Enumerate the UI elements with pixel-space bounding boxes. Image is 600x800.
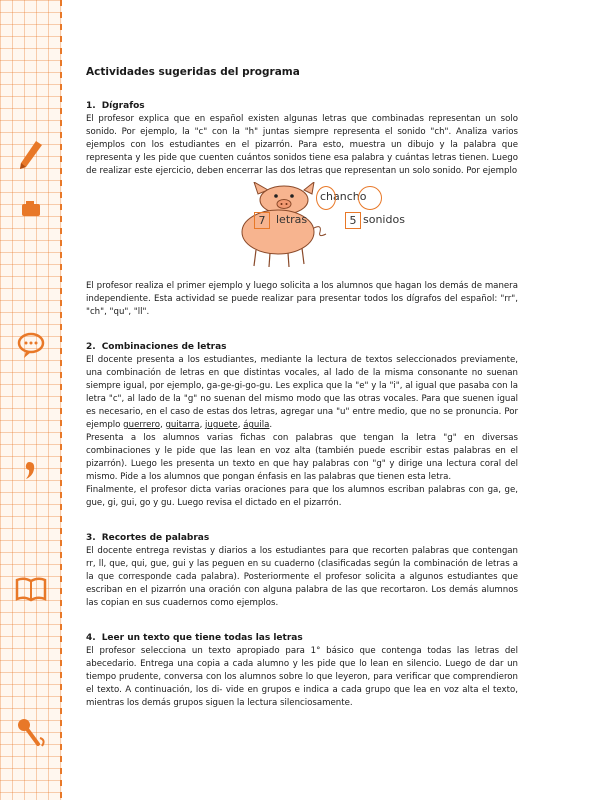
- section-paragraph: El profesor explica que en español existen algunas letras que combinadas representan un solo sonido. Por ejemplo, la "c" con la "h" juntas siempre representa el sonido "ch". Analiza varios ejemplos con los estudiantes en el pizarrón. Para esto, muestra un dibujo y la palabra que representa y les pide que cuenten cuántos sonidos tiene esa palabra y cuántas letras tienen. Luego de realizar este ejercicio, deben encerrar las dos letras que representan un solo sonido. Por ejemplo: [86, 114, 518, 176]
- section-heading: 3. Recortes de palabras: [86, 533, 210, 543]
- example-word: chancho: [320, 190, 367, 203]
- page-title: Actividades sugeridas del programa: [86, 66, 300, 78]
- section-heading: 2. Combinaciones de letras: [86, 342, 227, 352]
- speech-bubble-icon: [14, 328, 48, 362]
- letters-count-box: 7: [254, 212, 270, 229]
- section-paragraph: El docente entrega revistas y diarios a los estudiantes para que recorten palabras que contengan rr, ll, que, qui, gue, gui y las peguen en su cuaderno (clasificadas según la combinación de letras a la que corresponde cada palabra). Posteriormente el profesor solicita a algunos estudiantes que escriban en el pizarrón una oración con alguna palabra de las que recortaron. Los demás alumnos las copian en sus cuadernos como ejemplos.: [86, 546, 518, 608]
- decorative-grid-strip: [0, 0, 62, 800]
- section-leer-texto: [86, 632, 518, 710]
- pig-example-figure: [86, 182, 518, 270]
- digraph-circle: [358, 186, 382, 210]
- section-heading: 1. Dígrafos: [86, 101, 145, 111]
- section-paragraph: Presenta a los alumnos varias fichas con palabras que tengan la letra "g" en diversas combinaciones y le pide que las lean en voz alta (también puede escribir estas palabras en el pizarrón). Luego les presenta un texto en que hay palabras con "g" y dirige una lectura coral del mismo. Pide a los alumnos que pongan énfasis en las palabras que tienen esta letra.: [86, 433, 518, 482]
- section-recortes: [86, 532, 518, 610]
- comma-icon: [14, 452, 48, 486]
- digraph-circle: [316, 186, 336, 210]
- sharpener-icon: [14, 192, 48, 226]
- section-paragraph: Finalmente, el profesor dicta varias oraciones para que los alumnos escriban palabras con ga, ge, gue, gi, gui, go y gu. Luego revisa el dictado en el pizarrón.: [86, 485, 518, 508]
- section-paragraph: El docente presenta a los estudiantes, mediante la lectura de textos seleccionados previamente, una combinación de letras en que distintas vocales, al lado de la misma consonante no suenan siempre igual, por ejemplo, ga-ge-gi-go-gu. Les explica que la "e" y la "i", al igual que pasaba con la letra "c", al lado de la "g" no suenan del mismo modo que las otras vocales. Para que suenen igual es necesario, en el caso de estas dos letras, agregar una "u" entre medio, que no se pronuncia. Por ejemplo guerrero, guitarra, juguete, águila.: [86, 355, 518, 430]
- section-heading: 4. Leer un texto que tiene todas las letras: [86, 633, 303, 643]
- section-paragraph: El profesor realiza el primer ejemplo y luego solicita a los alumnos que hagan los demás de manera independiente. Esta actividad se puede realizar para presentar todos los dígrafos del español: "rr", "ch", "qu", "ll".: [86, 281, 518, 317]
- letters-label: letras: [276, 213, 308, 226]
- example-word: águila: [243, 420, 270, 430]
- pencil-icon: [14, 138, 48, 172]
- section-digrafos: [86, 100, 518, 319]
- sounds-label: sonidos: [363, 213, 405, 226]
- microphone-icon: [14, 716, 48, 750]
- example-word: juguete: [205, 420, 238, 430]
- open-book-icon: [14, 572, 48, 606]
- sounds-count-box: 5: [345, 212, 361, 229]
- section-paragraph: El profesor selecciona un texto apropiado para 1° básico que contenga todas las letras del abecedario. Entrega una copia a cada alumno y les pide que lo lean en silencio. Luego de dar un tiempo prudente, conversa con los alumnos sobre lo que leyeron, para verificar que comprendieron el texto. A continuación, los di- vide en grupos e indica a cada grupo que lea en voz alta el texto, mientras los demás grupos siguen la lectura silenciosamente.: [86, 646, 518, 708]
- example-word: guitarra: [165, 420, 200, 430]
- document-body: [86, 66, 518, 732]
- example-word: guerrero: [123, 420, 160, 430]
- section-combinaciones: [86, 341, 518, 510]
